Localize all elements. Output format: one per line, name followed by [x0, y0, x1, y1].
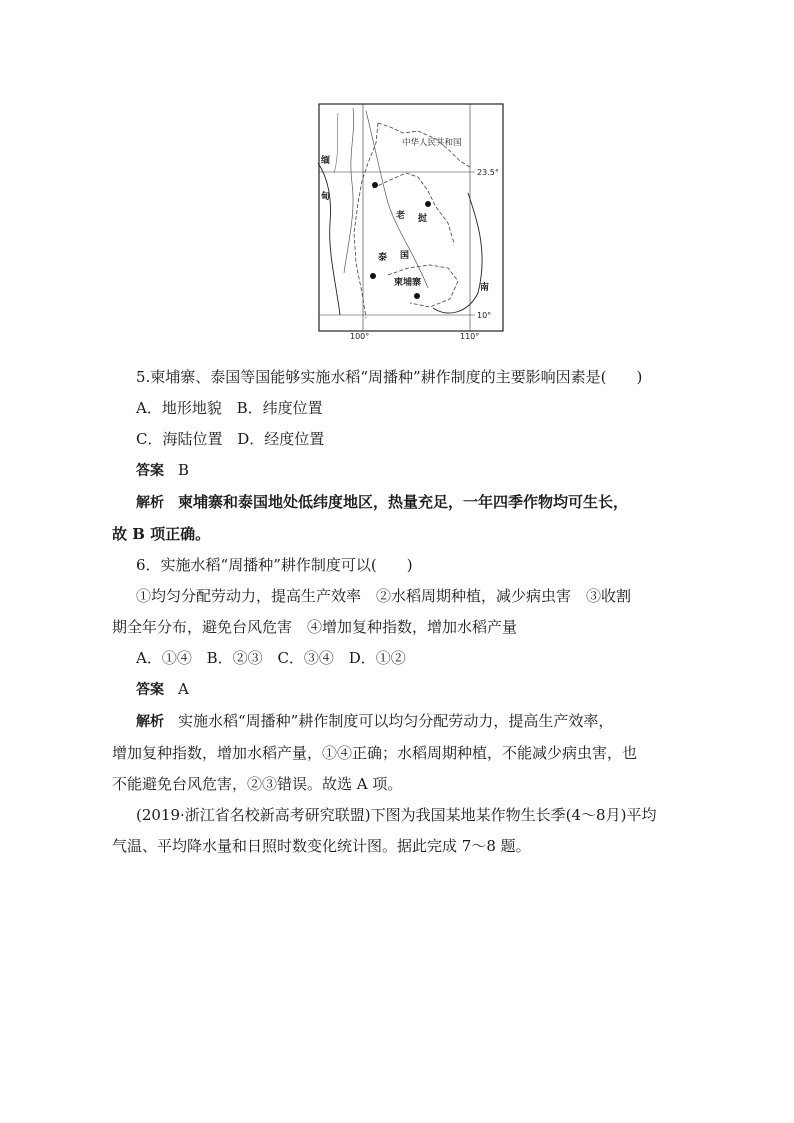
q5-option-d: D．经度位置 — [237, 430, 325, 448]
question-content — [112, 362, 684, 862]
q6-options — [112, 643, 684, 674]
map-label-lao: 老 — [396, 211, 406, 221]
q6-stem: 6．实施水稻“周播种”耕作制度可以( ) — [136, 556, 413, 574]
q5-analysis-tag: 解析 — [136, 495, 164, 511]
map-label-china: 中华人民共和国 — [402, 138, 462, 148]
map-label-wo: 挝 — [418, 214, 428, 224]
q5-options-row-1 — [112, 393, 684, 424]
q6-answer — [112, 674, 684, 706]
q6-answer-value: A — [178, 680, 189, 698]
map-label-dian: 甸 — [321, 192, 331, 202]
q5-option-b: B．纬度位置 — [236, 399, 323, 417]
q6-analysis-text-1: 实施水稻“周播种”耕作制度可以均匀分配劳动力，提高生产效率， — [178, 712, 614, 730]
q5-analysis-text-1: 柬埔寨和泰国地处低纬度地区，热量充足，一年四季作物均可生长， — [178, 493, 629, 511]
map-label-lat-bottom: 10° — [477, 311, 492, 320]
q5-option-c: C．海陆位置 — [136, 430, 223, 448]
q5-answer-value: B — [178, 461, 190, 479]
q6-analysis-line-1 — [112, 706, 684, 738]
map-label-mian: 缅 — [321, 156, 331, 166]
southeast-asia-map — [318, 103, 504, 339]
q5-answer — [112, 455, 684, 487]
q5-stem: 5.柬埔寨、泰国等国能够实施水稻“周播种”耕作制度的主要影响因素是( ) — [136, 368, 643, 386]
q6-option-c: C．③④ — [277, 649, 334, 667]
q6-option-d: D．①② — [348, 649, 406, 667]
map-label-lon-right: 110° — [460, 332, 480, 339]
map-label-guo: 国 — [400, 251, 410, 261]
q6-analysis-tag: 解析 — [136, 714, 164, 730]
q5-answer-tag: 答案 — [136, 463, 164, 479]
city-dot-3 — [370, 273, 376, 279]
map-graphic — [318, 103, 504, 339]
city-dot-4 — [414, 293, 420, 299]
q5-analysis-line-2: 故 B 项正确。 — [112, 525, 211, 543]
city-dot-1 — [372, 182, 378, 188]
map-label-cambodia: 柬埔寨 — [394, 278, 422, 288]
q6-answer-tag: 答案 — [136, 682, 164, 698]
q6-analysis-line-3: 不能避免台风危害，②③错误。故选 A 项。 — [112, 775, 403, 793]
map-label-lat-top: 23.5° — [477, 168, 499, 177]
q5-analysis-line-1 — [112, 487, 684, 519]
city-dot-2 — [425, 201, 431, 207]
map-label-nan: 南 — [480, 283, 490, 293]
intro-line-2: 气温、平均降水量和日照时数变化统计图。据此完成 7～8 题。 — [112, 837, 531, 855]
map-label-lon-left: 100° — [350, 332, 370, 339]
q6-items-line-1: ①均匀分配劳动力，提高生产效率 ②水稻周期种植，减少病虫害 ③收割 — [136, 587, 632, 605]
q6-option-b: B．②③ — [206, 649, 263, 667]
q5-options-row-2 — [112, 424, 684, 455]
q5-option-a: A．地形地貌 — [136, 399, 222, 417]
intro-line-1: (2019·浙江省名校新高考研究联盟)下图为我国某地某作物生长季(4～8月)平均 — [136, 806, 657, 824]
q6-option-a: A．①④ — [136, 649, 192, 667]
q6-items-line-2: 期全年分布，避免台风危害 ④增加复种指数，增加水稻产量 — [112, 618, 518, 636]
map-label-tai: 泰 — [378, 253, 388, 263]
q6-analysis-line-2: 增加复种指数，增加水稻产量，①④正确；水稻周期种植，不能减少病虫害，也 — [112, 744, 638, 762]
